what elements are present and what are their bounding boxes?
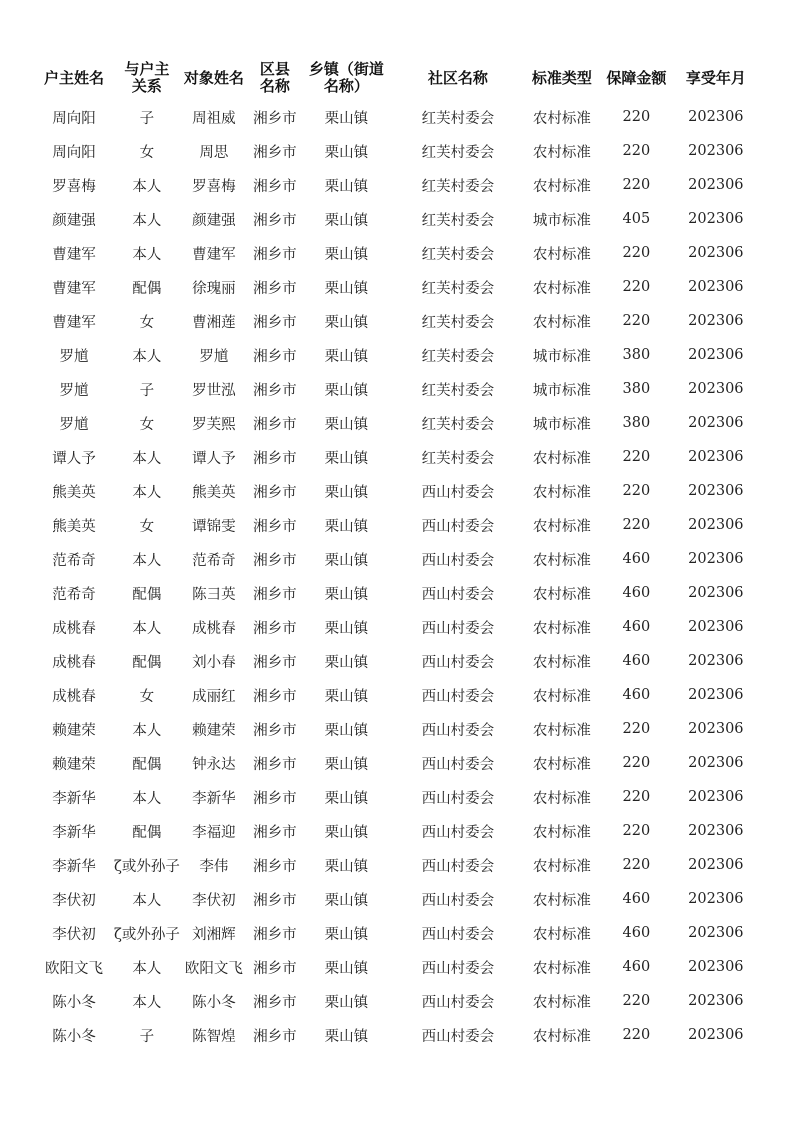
- standard-type-cell: 农村标准: [532, 960, 591, 977]
- roster-sheet: [34, 56, 758, 1052]
- township-cell: 栗山镇: [324, 994, 369, 1011]
- relation-cell: 本人: [132, 892, 162, 909]
- header-recipient-name: 对象姓名: [183, 68, 244, 87]
- recipient-name-cell: 钟永达: [192, 756, 236, 773]
- relation-cell: 女: [139, 416, 155, 433]
- recipient-name-cell: 陈小冬: [192, 994, 236, 1011]
- table-row: [34, 644, 758, 678]
- household-head-cell: 成桃春: [52, 620, 96, 637]
- county-cell: 湘乡市: [253, 552, 297, 569]
- relation-cell: 本人: [132, 246, 162, 263]
- county-cell: 湘乡市: [253, 654, 297, 671]
- standard-type-cell: 农村标准: [532, 144, 591, 161]
- table-header: [34, 56, 758, 100]
- period-cell: 202306: [688, 823, 744, 839]
- relation-cell: 女: [139, 144, 155, 161]
- relation-cell: 本人: [132, 620, 162, 637]
- period-cell: 202306: [688, 789, 744, 805]
- period-cell: 202306: [688, 211, 744, 227]
- township-cell: 栗山镇: [324, 654, 369, 671]
- recipient-name-cell: 谭人予: [192, 450, 236, 467]
- household-head-cell: 罗馗: [59, 416, 89, 433]
- household-head-cell: 罗馗: [59, 382, 89, 399]
- community-cell: 红芙村委会: [421, 212, 495, 229]
- header-amount: 保障金额: [606, 68, 667, 87]
- standard-type-cell: 农村标准: [532, 722, 591, 739]
- recipient-name-cell: 谭锦雯: [192, 518, 236, 535]
- standard-type-cell: 城市标准: [532, 348, 591, 365]
- community-cell: 红芙村委会: [421, 178, 495, 195]
- period-cell: 202306: [688, 245, 744, 261]
- table-row: [34, 576, 758, 610]
- period-cell: 202306: [688, 857, 744, 873]
- standard-type-cell: 农村标准: [532, 450, 591, 467]
- amount-cell: 220: [622, 177, 651, 193]
- community-cell: 红芙村委会: [421, 144, 495, 161]
- standard-type-cell: 农村标准: [532, 790, 591, 807]
- relation-cell: 配偶: [132, 654, 162, 671]
- township-cell: 栗山镇: [324, 552, 369, 569]
- township-cell: 栗山镇: [324, 382, 369, 399]
- standard-type-cell: 农村标准: [532, 110, 591, 127]
- table-row: [34, 916, 758, 950]
- period-cell: 202306: [688, 551, 744, 567]
- household-head-cell: 罗馗: [59, 348, 89, 365]
- household-head-cell: 李伏初: [52, 926, 96, 943]
- standard-type-cell: 农村标准: [532, 926, 591, 943]
- recipient-name-cell: 李新华: [192, 790, 236, 807]
- recipient-name-cell: 成桃春: [192, 620, 236, 637]
- amount-cell: 220: [622, 245, 651, 261]
- household-head-cell: 范希奇: [52, 586, 96, 603]
- table-row: [34, 950, 758, 984]
- household-head-cell: 曹建军: [52, 280, 96, 297]
- county-cell: 湘乡市: [253, 450, 297, 467]
- township-cell: 栗山镇: [324, 416, 369, 433]
- amount-cell: 460: [622, 925, 651, 941]
- community-cell: 红芙村委会: [421, 110, 495, 127]
- community-cell: 红芙村委会: [421, 416, 495, 433]
- period-cell: 202306: [688, 653, 744, 669]
- relation-cell: 本人: [132, 790, 162, 807]
- period-cell: 202306: [688, 755, 744, 771]
- township-cell: 栗山镇: [324, 824, 369, 841]
- relation-cell: 子: [139, 110, 155, 127]
- community-cell: 西山村委会: [421, 484, 495, 501]
- county-cell: 湘乡市: [253, 110, 297, 127]
- table-row: [34, 882, 758, 916]
- period-cell: 202306: [688, 279, 744, 295]
- amount-cell: 220: [622, 483, 651, 499]
- relation-cell: 子: [139, 382, 155, 399]
- relation-cell: 配偶: [132, 824, 162, 841]
- amount-cell: 460: [622, 551, 651, 567]
- county-cell: 湘乡市: [253, 756, 297, 773]
- period-cell: 202306: [688, 347, 744, 363]
- recipient-name-cell: 李伏初: [192, 892, 236, 909]
- recipient-name-cell: 罗世泓: [192, 382, 236, 399]
- township-cell: 栗山镇: [324, 518, 369, 535]
- county-cell: 湘乡市: [253, 178, 297, 195]
- table-row: [34, 814, 758, 848]
- table-row: [34, 678, 758, 712]
- amount-cell: 220: [622, 755, 651, 771]
- relation-cell: ζ或外孙子: [114, 926, 180, 943]
- township-cell: 栗山镇: [324, 246, 369, 263]
- benefit-roster-table: [34, 56, 758, 1052]
- header-relation: 与户主 关系: [124, 60, 170, 95]
- standard-type-cell: 农村标准: [532, 1028, 591, 1045]
- community-cell: 西山村委会: [421, 1028, 495, 1045]
- county-cell: 湘乡市: [253, 688, 297, 705]
- period-cell: 202306: [688, 619, 744, 635]
- amount-cell: 460: [622, 585, 651, 601]
- township-cell: 栗山镇: [324, 756, 369, 773]
- township-cell: 栗山镇: [324, 484, 369, 501]
- relation-cell: 配偶: [132, 756, 162, 773]
- township-cell: 栗山镇: [324, 620, 369, 637]
- amount-cell: 220: [622, 857, 651, 873]
- header-row: [34, 56, 758, 100]
- household-head-cell: 罗喜梅: [52, 178, 96, 195]
- recipient-name-cell: 陈彐英: [192, 586, 236, 603]
- standard-type-cell: 农村标准: [532, 246, 591, 263]
- county-cell: 湘乡市: [253, 212, 297, 229]
- table-row: [34, 304, 758, 338]
- period-cell: 202306: [688, 517, 744, 533]
- period-cell: 202306: [688, 993, 744, 1009]
- table-body: [34, 100, 758, 1052]
- amount-cell: 405: [622, 211, 651, 227]
- county-cell: 湘乡市: [253, 620, 297, 637]
- header-township: 乡镇（街道 名称）: [308, 60, 384, 95]
- standard-type-cell: 农村标准: [532, 892, 591, 909]
- period-cell: 202306: [688, 585, 744, 601]
- relation-cell: 女: [139, 518, 155, 535]
- table-row: [34, 372, 758, 406]
- standard-type-cell: 农村标准: [532, 756, 591, 773]
- township-cell: 栗山镇: [324, 858, 369, 875]
- standard-type-cell: 农村标准: [532, 654, 591, 671]
- township-cell: 栗山镇: [324, 144, 369, 161]
- recipient-name-cell: 熊美英: [192, 484, 236, 501]
- community-cell: 红芙村委会: [421, 348, 495, 365]
- household-head-cell: 李伏初: [52, 892, 96, 909]
- standard-type-cell: 农村标准: [532, 586, 591, 603]
- community-cell: 西山村委会: [421, 892, 495, 909]
- household-head-cell: 周向阳: [52, 144, 96, 161]
- county-cell: 湘乡市: [253, 246, 297, 263]
- county-cell: 湘乡市: [253, 994, 297, 1011]
- relation-cell: 本人: [132, 212, 162, 229]
- period-cell: 202306: [688, 721, 744, 737]
- header-standard-type: 标准类型: [531, 68, 592, 87]
- household-head-cell: 周向阳: [52, 110, 96, 127]
- relation-cell: 配偶: [132, 586, 162, 603]
- table-row: [34, 202, 758, 236]
- county-cell: 湘乡市: [253, 824, 297, 841]
- recipient-name-cell: 范希奇: [192, 552, 236, 569]
- standard-type-cell: 农村标准: [532, 178, 591, 195]
- period-cell: 202306: [688, 891, 744, 907]
- township-cell: 栗山镇: [324, 178, 369, 195]
- county-cell: 湘乡市: [253, 314, 297, 331]
- table-row: [34, 780, 758, 814]
- township-cell: 栗山镇: [324, 790, 369, 807]
- relation-cell: ζ或外孙子: [114, 858, 180, 875]
- table-row: [34, 746, 758, 780]
- county-cell: 湘乡市: [253, 416, 297, 433]
- standard-type-cell: 农村标准: [532, 824, 591, 841]
- community-cell: 红芙村委会: [421, 382, 495, 399]
- table-row: [34, 712, 758, 746]
- period-cell: 202306: [688, 925, 744, 941]
- household-head-cell: 颜建强: [52, 212, 96, 229]
- recipient-name-cell: 罗芙熙: [192, 416, 236, 433]
- community-cell: 西山村委会: [421, 790, 495, 807]
- recipient-name-cell: 颜建强: [192, 212, 236, 229]
- household-head-cell: 熊美英: [52, 518, 96, 535]
- recipient-name-cell: 刘湘辉: [192, 926, 236, 943]
- recipient-name-cell: 李福迎: [192, 824, 236, 841]
- recipient-name-cell: 罗馗: [199, 348, 229, 365]
- community-cell: 西山村委会: [421, 586, 495, 603]
- standard-type-cell: 农村标准: [532, 994, 591, 1011]
- county-cell: 湘乡市: [253, 382, 297, 399]
- amount-cell: 460: [622, 891, 651, 907]
- amount-cell: 220: [622, 449, 651, 465]
- amount-cell: 460: [622, 619, 651, 635]
- county-cell: 湘乡市: [253, 960, 297, 977]
- household-head-cell: 李新华: [52, 858, 96, 875]
- household-head-cell: 谭人予: [52, 450, 96, 467]
- community-cell: 红芙村委会: [421, 314, 495, 331]
- period-cell: 202306: [688, 449, 744, 465]
- recipient-name-cell: 刘小春: [192, 654, 236, 671]
- township-cell: 栗山镇: [324, 110, 369, 127]
- standard-type-cell: 农村标准: [532, 314, 591, 331]
- household-head-cell: 成桃春: [52, 654, 96, 671]
- period-cell: 202306: [688, 313, 744, 329]
- amount-cell: 460: [622, 687, 651, 703]
- table-row: [34, 134, 758, 168]
- recipient-name-cell: 周思: [199, 144, 229, 161]
- recipient-name-cell: 成丽红: [192, 688, 236, 705]
- recipient-name-cell: 李伟: [199, 858, 229, 875]
- standard-type-cell: 城市标准: [532, 212, 591, 229]
- table-row: [34, 1018, 758, 1052]
- period-cell: 202306: [688, 143, 744, 159]
- relation-cell: 本人: [132, 348, 162, 365]
- standard-type-cell: 农村标准: [532, 280, 591, 297]
- recipient-name-cell: 欧阳文飞: [184, 960, 243, 977]
- township-cell: 栗山镇: [324, 586, 369, 603]
- relation-cell: 本人: [132, 722, 162, 739]
- county-cell: 湘乡市: [253, 858, 297, 875]
- amount-cell: 220: [622, 1027, 651, 1043]
- amount-cell: 460: [622, 653, 651, 669]
- relation-cell: 子: [139, 1028, 155, 1045]
- community-cell: 西山村委会: [421, 722, 495, 739]
- period-cell: 202306: [688, 1027, 744, 1043]
- relation-cell: 女: [139, 314, 155, 331]
- community-cell: 红芙村委会: [421, 280, 495, 297]
- community-cell: 西山村委会: [421, 756, 495, 773]
- table-row: [34, 270, 758, 304]
- household-head-cell: 范希奇: [52, 552, 96, 569]
- relation-cell: 本人: [132, 450, 162, 467]
- community-cell: 西山村委会: [421, 824, 495, 841]
- township-cell: 栗山镇: [324, 892, 369, 909]
- header-household-head: 户主姓名: [43, 68, 104, 87]
- county-cell: 湘乡市: [253, 1028, 297, 1045]
- relation-cell: 本人: [132, 552, 162, 569]
- county-cell: 湘乡市: [253, 484, 297, 501]
- township-cell: 栗山镇: [324, 348, 369, 365]
- township-cell: 栗山镇: [324, 688, 369, 705]
- table-row: [34, 406, 758, 440]
- period-cell: 202306: [688, 381, 744, 397]
- county-cell: 湘乡市: [253, 586, 297, 603]
- relation-cell: 本人: [132, 178, 162, 195]
- amount-cell: 220: [622, 789, 651, 805]
- standard-type-cell: 农村标准: [532, 858, 591, 875]
- relation-cell: 女: [139, 688, 155, 705]
- household-head-cell: 赖建荣: [52, 722, 96, 739]
- period-cell: 202306: [688, 483, 744, 499]
- amount-cell: 220: [622, 279, 651, 295]
- period-cell: 202306: [688, 177, 744, 193]
- amount-cell: 380: [622, 381, 651, 397]
- household-head-cell: 陈小冬: [52, 1028, 96, 1045]
- table-row: [34, 338, 758, 372]
- community-cell: 红芙村委会: [421, 246, 495, 263]
- header-period: 享受年月: [685, 68, 746, 87]
- amount-cell: 220: [622, 143, 651, 159]
- recipient-name-cell: 陈智煌: [192, 1028, 236, 1045]
- table-row: [34, 168, 758, 202]
- township-cell: 栗山镇: [324, 722, 369, 739]
- amount-cell: 220: [622, 993, 651, 1009]
- community-cell: 西山村委会: [421, 518, 495, 535]
- relation-cell: 本人: [132, 484, 162, 501]
- recipient-name-cell: 周祖威: [192, 110, 236, 127]
- household-head-cell: 曹建军: [52, 314, 96, 331]
- household-head-cell: 李新华: [52, 790, 96, 807]
- table-row: [34, 440, 758, 474]
- table-row: [34, 236, 758, 270]
- township-cell: 栗山镇: [324, 212, 369, 229]
- relation-cell: 本人: [132, 994, 162, 1011]
- standard-type-cell: 农村标准: [532, 688, 591, 705]
- county-cell: 湘乡市: [253, 280, 297, 297]
- header-county: 区县 名称: [259, 60, 290, 95]
- township-cell: 栗山镇: [324, 926, 369, 943]
- household-head-cell: 李新华: [52, 824, 96, 841]
- county-cell: 湘乡市: [253, 790, 297, 807]
- community-cell: 红芙村委会: [421, 450, 495, 467]
- table-row: [34, 508, 758, 542]
- county-cell: 湘乡市: [253, 144, 297, 161]
- county-cell: 湘乡市: [253, 892, 297, 909]
- township-cell: 栗山镇: [324, 960, 369, 977]
- household-head-cell: 欧阳文飞: [45, 960, 103, 977]
- standard-type-cell: 农村标准: [532, 484, 591, 501]
- amount-cell: 220: [622, 721, 651, 737]
- amount-cell: 220: [622, 823, 651, 839]
- standard-type-cell: 农村标准: [532, 518, 591, 535]
- recipient-name-cell: 徐瑰丽: [192, 280, 236, 297]
- county-cell: 湘乡市: [253, 926, 297, 943]
- township-cell: 栗山镇: [324, 450, 369, 467]
- county-cell: 湘乡市: [253, 348, 297, 365]
- standard-type-cell: 农村标准: [532, 620, 591, 637]
- recipient-name-cell: 赖建荣: [192, 722, 236, 739]
- standard-type-cell: 城市标准: [532, 382, 591, 399]
- amount-cell: 380: [622, 347, 651, 363]
- recipient-name-cell: 曹建军: [192, 246, 236, 263]
- amount-cell: 220: [622, 109, 651, 125]
- household-head-cell: 赖建荣: [52, 756, 96, 773]
- household-head-cell: 成桃春: [52, 688, 96, 705]
- table-row: [34, 610, 758, 644]
- amount-cell: 380: [622, 415, 651, 431]
- amount-cell: 460: [622, 959, 651, 975]
- household-head-cell: 熊美英: [52, 484, 96, 501]
- header-community: 社区名称: [427, 68, 488, 87]
- community-cell: 西山村委会: [421, 688, 495, 705]
- table-row: [34, 848, 758, 882]
- community-cell: 西山村委会: [421, 994, 495, 1011]
- table-row: [34, 100, 758, 134]
- community-cell: 西山村委会: [421, 960, 495, 977]
- table-row: [34, 474, 758, 508]
- amount-cell: 220: [622, 517, 651, 533]
- township-cell: 栗山镇: [324, 314, 369, 331]
- county-cell: 湘乡市: [253, 518, 297, 535]
- recipient-name-cell: 曹湘莲: [192, 314, 236, 331]
- county-cell: 湘乡市: [253, 722, 297, 739]
- table-row: [34, 984, 758, 1018]
- standard-type-cell: 农村标准: [532, 552, 591, 569]
- recipient-name-cell: 罗喜梅: [192, 178, 236, 195]
- period-cell: 202306: [688, 415, 744, 431]
- relation-cell: 配偶: [132, 280, 162, 297]
- table-row: [34, 542, 758, 576]
- community-cell: 西山村委会: [421, 654, 495, 671]
- community-cell: 西山村委会: [421, 552, 495, 569]
- household-head-cell: 曹建军: [52, 246, 96, 263]
- relation-cell: 本人: [132, 960, 162, 977]
- township-cell: 栗山镇: [324, 1028, 369, 1045]
- amount-cell: 220: [622, 313, 651, 329]
- standard-type-cell: 城市标准: [532, 416, 591, 433]
- community-cell: 西山村委会: [421, 926, 495, 943]
- community-cell: 西山村委会: [421, 620, 495, 637]
- period-cell: 202306: [688, 959, 744, 975]
- period-cell: 202306: [688, 109, 744, 125]
- community-cell: 西山村委会: [421, 858, 495, 875]
- household-head-cell: 陈小冬: [52, 994, 96, 1011]
- period-cell: 202306: [688, 687, 744, 703]
- township-cell: 栗山镇: [324, 280, 369, 297]
